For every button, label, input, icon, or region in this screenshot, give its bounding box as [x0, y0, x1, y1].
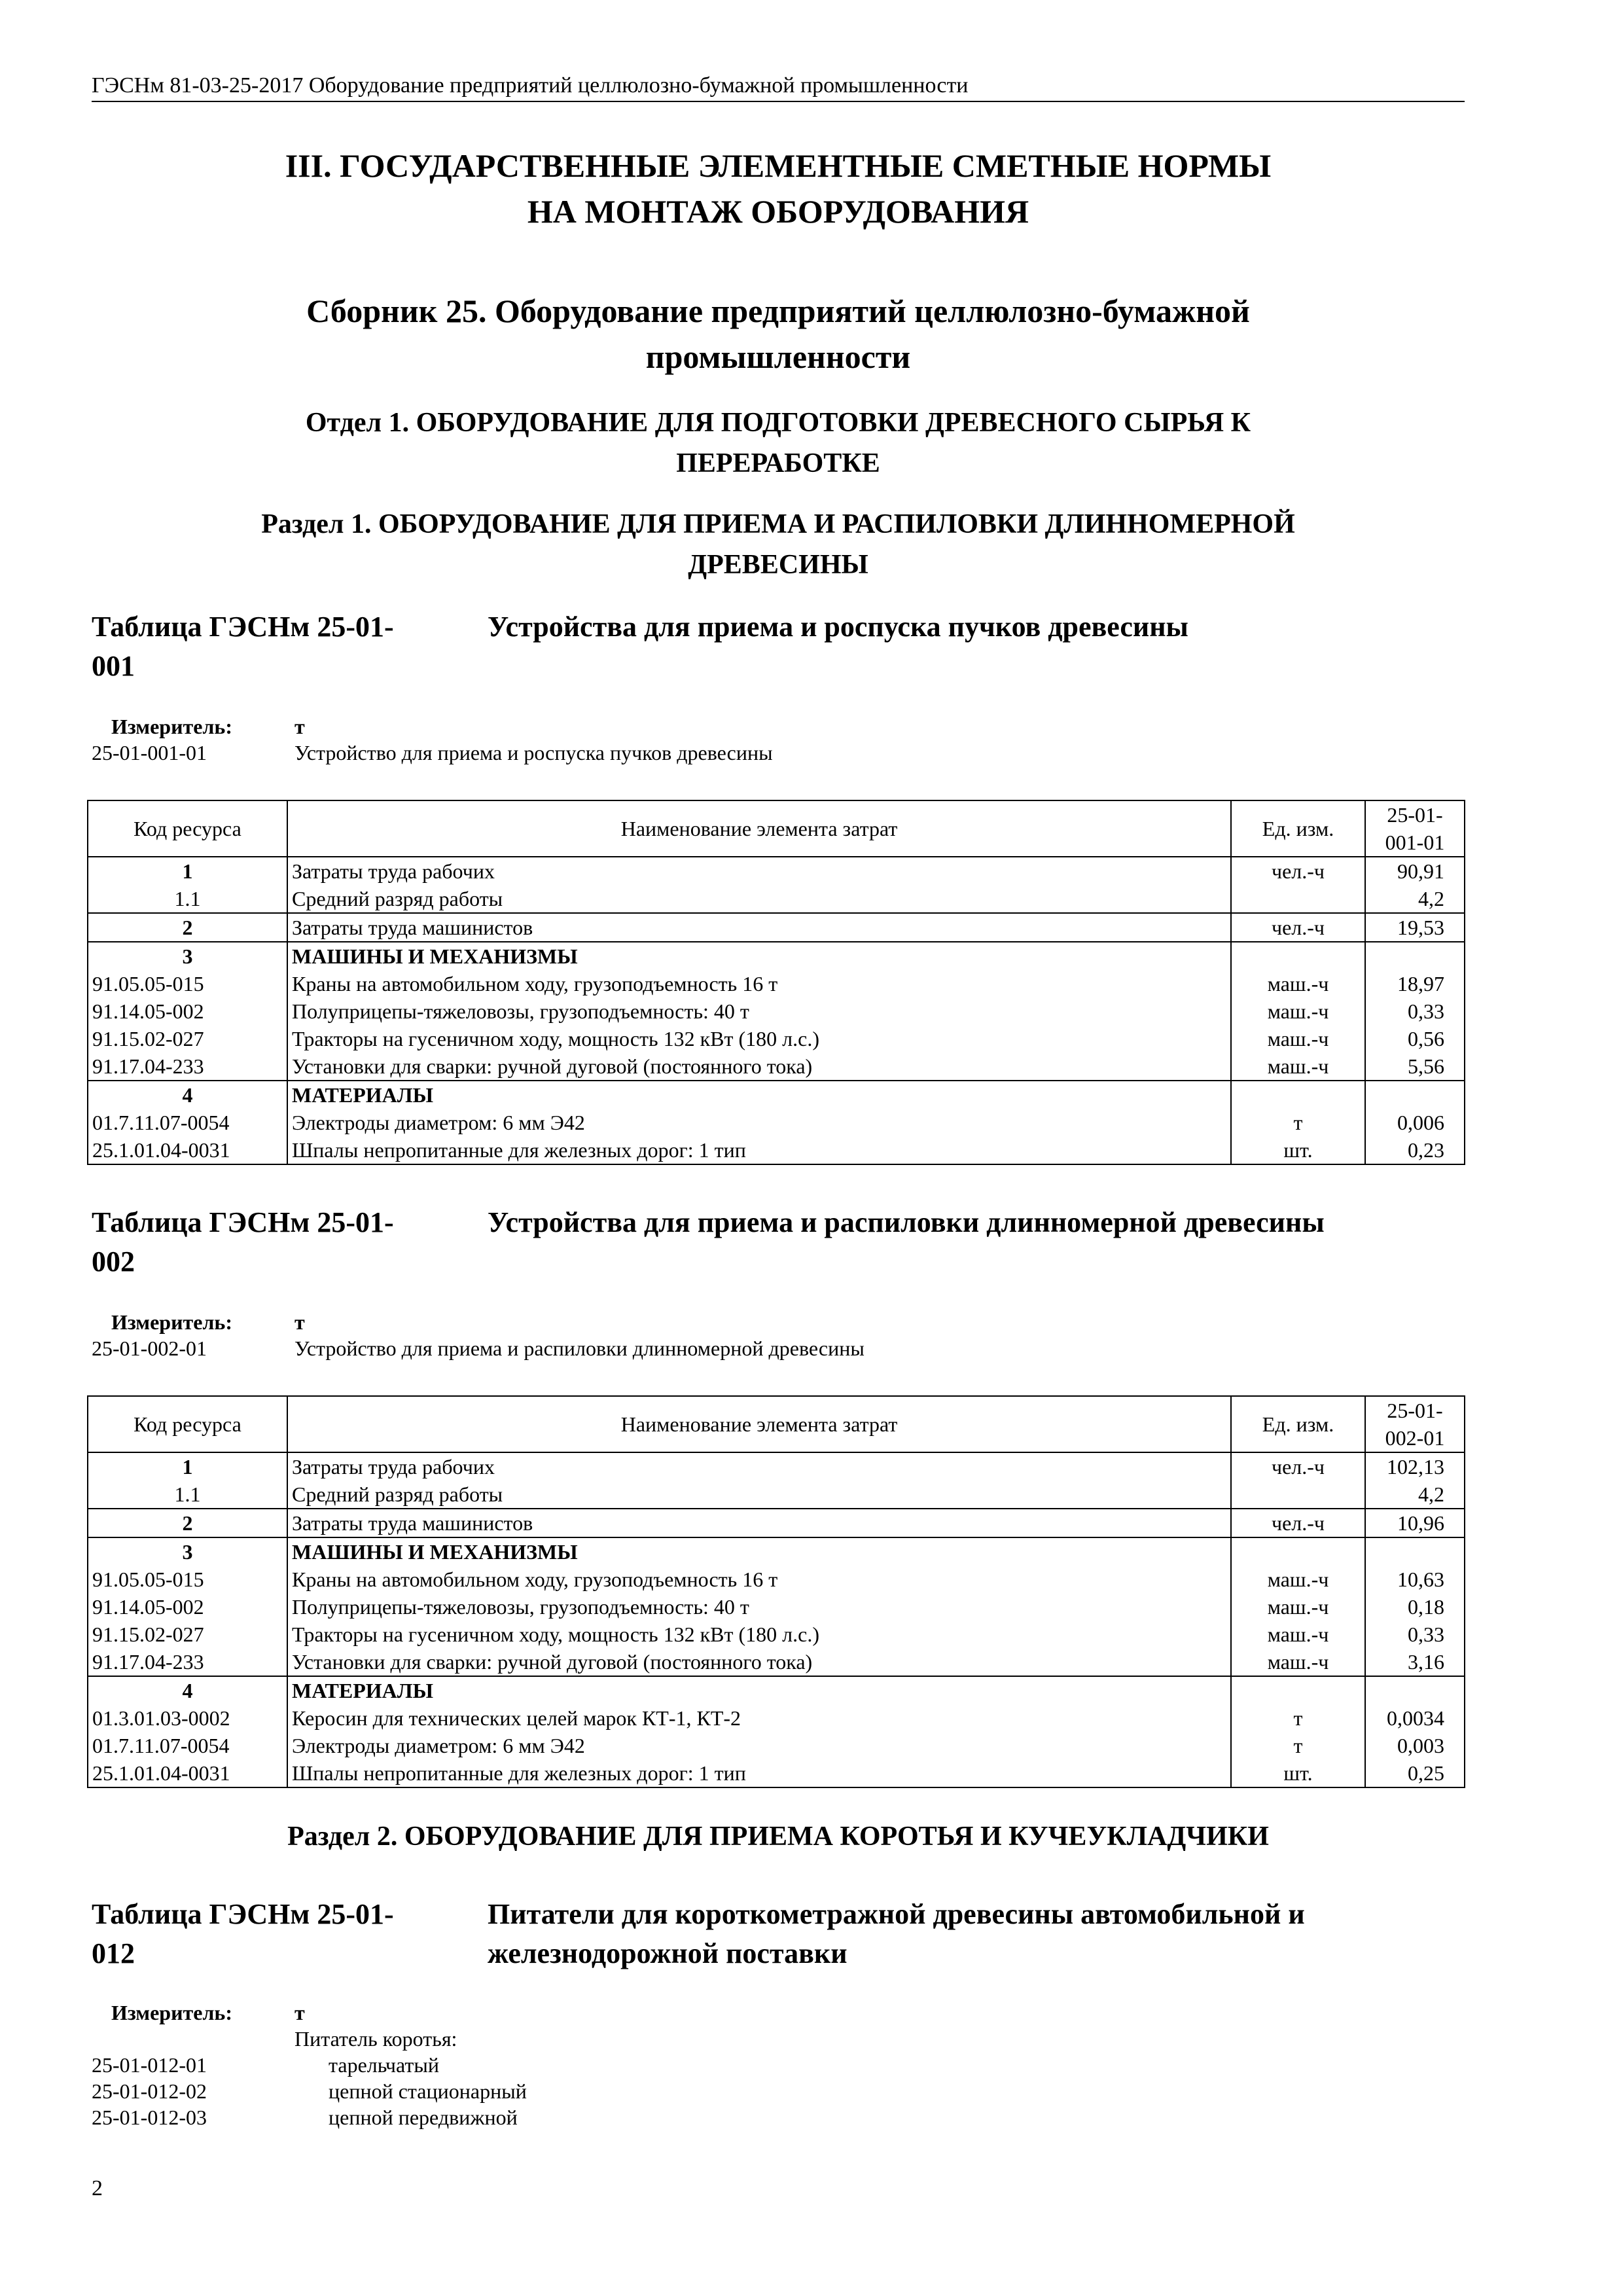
norm-desc: Устройство для приема и распиловки длинномерной древесины: [294, 1336, 865, 1360]
row-code: 3: [88, 942, 287, 970]
row-unit: маш.-ч: [1231, 1621, 1365, 1648]
row-code: 91.05.05-015: [88, 1566, 287, 1593]
row-value: 0,23: [1365, 1136, 1465, 1164]
row-value: 0,18: [1365, 1593, 1465, 1621]
row-code: 01.7.11.07-0054: [88, 1732, 287, 1759]
table-row: [88, 913, 1465, 942]
row-code: 91.17.04-233: [88, 1052, 287, 1081]
table-002-code: [92, 1203, 445, 1282]
table-002-name: Устройства для приема и распиловки длинномерной древесины: [488, 1206, 1325, 1238]
row-code: 1: [88, 857, 287, 885]
row-value: 3,16: [1365, 1648, 1465, 1676]
row-name: Шпалы непропитанные для железных дорог: 1 тип: [287, 1759, 1231, 1787]
row-unit: маш.-ч: [1231, 970, 1365, 997]
row-code: 91.14.05-002: [88, 997, 287, 1025]
table-row: [88, 1452, 1465, 1480]
table-012-code-line1: Таблица ГЭСНм 25-01-: [92, 1898, 394, 1930]
row-unit: [1231, 885, 1365, 913]
row-name: Тракторы на гусеничном ходу, мощность 132 кВт (180 л.с.): [287, 1621, 1231, 1648]
row-code: 25.1.01.04-0031: [88, 1136, 287, 1164]
header-unit: Ед. изм.: [1231, 1396, 1365, 1452]
row-unit: [1231, 1480, 1365, 1509]
row-unit: т: [1231, 1732, 1365, 1759]
norm-desc: Устройство для приема и роспуска пучков древесины: [294, 741, 773, 764]
row-value: 18,97: [1365, 970, 1465, 997]
item-code: 25-01-012-01: [92, 2053, 207, 2077]
group-line: [92, 2026, 1465, 2052]
row-value: 0,0034: [1365, 1704, 1465, 1732]
table-row: [88, 1480, 1465, 1509]
table-row: [88, 1704, 1465, 1732]
row-value: 0,25: [1365, 1759, 1465, 1787]
measure-value: т: [294, 1310, 305, 1334]
row-unit: чел.-ч: [1231, 913, 1365, 942]
table-001-code-line2: 001: [92, 650, 135, 682]
header-norm-l1: 25-01-: [1387, 1399, 1443, 1422]
norm-code: 25-01-002-01: [92, 1336, 207, 1360]
table-row: [88, 1566, 1465, 1593]
item-code: 25-01-012-03: [92, 2106, 207, 2129]
group-label: Питатель коротья:: [294, 2027, 457, 2051]
row-name: Полуприцепы-тяжеловозы, грузоподъемность: 40 т: [287, 997, 1231, 1025]
table-001-name: Устройства для приема и роспуска пучков древесины: [488, 611, 1188, 643]
row-unit: т: [1231, 1704, 1365, 1732]
row-name: Краны на автомобильном ходу, грузоподъемность 16 т: [287, 970, 1231, 997]
table-001-code-line1: Таблица ГЭСНм 25-01-: [92, 611, 394, 643]
row-unit: маш.-ч: [1231, 1025, 1365, 1052]
table-012-name-line2: железнодорожной поставки: [488, 1937, 847, 1969]
row-code: 4: [88, 1676, 287, 1704]
header-code: Код ресурса: [88, 800, 287, 857]
header-norm: [1365, 1396, 1465, 1452]
norm-line: [92, 740, 1465, 766]
table-row: [88, 970, 1465, 997]
row-value: 10,63: [1365, 1566, 1465, 1593]
row-value: [1365, 1676, 1465, 1704]
table-012-code-line2: 012: [92, 1937, 135, 1969]
table-row: [88, 1537, 1465, 1566]
row-code: 1.1: [88, 1480, 287, 1509]
row-name: Установки для сварки: ручной дуговой (постоянного тока): [287, 1052, 1231, 1081]
table-header-row: [88, 800, 1465, 857]
measure-value: т: [294, 715, 305, 738]
row-unit: [1231, 1081, 1365, 1109]
table-row: [88, 1732, 1465, 1759]
section2-title: Раздел 2. ОБОРУДОВАНИЕ ДЛЯ ПРИЕМА КОРОТЬЯ И КУЧЕУКЛАДЧИКИ: [287, 1821, 1269, 1852]
row-unit: маш.-ч: [1231, 1052, 1365, 1081]
row-name: Установки для сварки: ручной дуговой (постоянного тока): [287, 1648, 1231, 1676]
norm-line: [92, 1335, 1465, 1361]
row-value: [1365, 1081, 1465, 1109]
row-unit: чел.-ч: [1231, 1452, 1365, 1480]
header-norm: [1365, 800, 1465, 857]
section1-title: Раздел 1. ОБОРУДОВАНИЕ ДЛЯ ПРИЕМА И РАСПИЛОВКИ ДЛИННОМЕРНОЙ ДРЕВЕСИНЫ: [261, 509, 1295, 580]
table-row: [88, 997, 1465, 1025]
measure-label: Измеритель:: [111, 1310, 232, 1334]
row-code: 91.17.04-233: [88, 1648, 287, 1676]
row-value: 4,2: [1365, 1480, 1465, 1509]
row-code: 4: [88, 1081, 287, 1109]
row-unit: т: [1231, 1109, 1365, 1136]
item-desc: цепной передвижной: [329, 2106, 518, 2129]
table-row: [88, 1136, 1465, 1164]
table-row: [88, 857, 1465, 885]
row-unit: маш.-ч: [1231, 1593, 1365, 1621]
part-title: III. ГОСУДАРСТВЕННЫЕ ЭЛЕМЕНТНЫЕ СМЕТНЫЕ НОРМЫ НА МОНТАЖ ОБОРУДОВАНИЯ: [285, 147, 1272, 230]
measure-value: т: [294, 2001, 305, 2024]
row-unit: [1231, 1537, 1365, 1566]
row-name: МАШИНЫ И МЕХАНИЗМЫ: [287, 1537, 1231, 1566]
table-012-code: [92, 1895, 445, 1973]
row-value: 4,2: [1365, 885, 1465, 913]
row-value: 10,96: [1365, 1509, 1465, 1537]
list-item: [92, 2104, 1465, 2130]
row-value: [1365, 942, 1465, 970]
table-002-code-line1: Таблица ГЭСНм 25-01-: [92, 1206, 394, 1238]
row-name: Тракторы на гусеничном ходу, мощность 132 кВт (180 л.с.): [287, 1025, 1231, 1052]
table-row: [88, 1025, 1465, 1052]
row-value: 0,56: [1365, 1025, 1465, 1052]
table-row: [88, 1676, 1465, 1704]
row-code: 1.1: [88, 885, 287, 913]
row-name: Электроды диаметром: 6 мм Э42: [287, 1109, 1231, 1136]
measure-label: Измеритель:: [111, 715, 232, 738]
header-norm-l1: 25-01-: [1387, 803, 1443, 827]
row-code: 25.1.01.04-0031: [88, 1759, 287, 1787]
header-code: Код ресурса: [88, 1396, 287, 1452]
item-code: 25-01-012-02: [92, 2079, 207, 2103]
table-row: [88, 1052, 1465, 1081]
row-name: Затраты труда рабочих: [287, 1452, 1231, 1480]
item-desc: тарельчатый: [329, 2053, 439, 2077]
row-value: 0,33: [1365, 1621, 1465, 1648]
row-value: 19,53: [1365, 913, 1465, 942]
row-value: 102,13: [1365, 1452, 1465, 1480]
row-unit: чел.-ч: [1231, 857, 1365, 885]
table-012-name-line1: Питатели для короткометражной древесины автомобильной и: [488, 1898, 1305, 1930]
table-row: [88, 1621, 1465, 1648]
table-row: [88, 1593, 1465, 1621]
row-unit: маш.-ч: [1231, 1566, 1365, 1593]
row-code: 2: [88, 913, 287, 942]
row-code: 1: [88, 1452, 287, 1480]
table-row: [88, 1648, 1465, 1676]
row-value: 0,003: [1365, 1732, 1465, 1759]
row-value: 0,006: [1365, 1109, 1465, 1136]
table-row: [88, 1109, 1465, 1136]
row-name: Затраты труда машинистов: [287, 1509, 1231, 1537]
row-value: 0,33: [1365, 997, 1465, 1025]
collection-title: Сборник 25. Оборудование предприятий целлюлозно-бумажной промышленности: [306, 293, 1250, 375]
table-001-grid: [87, 800, 1465, 1165]
row-name: Средний разряд работы: [287, 1480, 1231, 1509]
norm-code: 25-01-001-01: [92, 741, 207, 764]
table-row: [88, 1509, 1465, 1537]
row-name: Электроды диаметром: 6 мм Э42: [287, 1732, 1231, 1759]
department-title: Отдел 1. ОБОРУДОВАНИЕ ДЛЯ ПОДГОТОВКИ ДРЕВЕСНОГО СЫРЬЯ К ПЕРЕРАБОТКЕ: [305, 408, 1251, 478]
row-code: 01.3.01.03-0002: [88, 1704, 287, 1732]
table-001-code: [92, 607, 445, 686]
table-row: [88, 885, 1465, 913]
row-value: 5,56: [1365, 1052, 1465, 1081]
item-desc: цепной стационарный: [329, 2079, 527, 2103]
row-unit: маш.-ч: [1231, 997, 1365, 1025]
header-norm-l2: 001-01: [1385, 831, 1445, 854]
measure-label: Измеритель:: [111, 2001, 232, 2024]
row-name: Шпалы непропитанные для железных дорог: 1 тип: [287, 1136, 1231, 1164]
row-name: МАТЕРИАЛЫ: [287, 1081, 1231, 1109]
row-name: Полуприцепы-тяжеловозы, грузоподъемность: 40 т: [287, 1593, 1231, 1621]
row-unit: [1231, 1676, 1365, 1704]
page-number: 2: [92, 2176, 103, 2200]
row-name: МАТЕРИАЛЫ: [287, 1676, 1231, 1704]
row-code: 3: [88, 1537, 287, 1566]
row-unit: шт.: [1231, 1759, 1365, 1787]
row-code: 91.05.05-015: [88, 970, 287, 997]
table-row: [88, 942, 1465, 970]
row-value: 90,91: [1365, 857, 1465, 885]
header-name: Наименование элемента затрат: [287, 800, 1231, 857]
row-name: Керосин для технических целей марок КТ-1, КТ-2: [287, 1704, 1231, 1732]
row-unit: маш.-ч: [1231, 1648, 1365, 1676]
running-header: ГЭСНм 81-03-25-2017 Оборудование предприятий целлюлозно-бумажной промышленности: [92, 73, 1465, 102]
table-row: [88, 1081, 1465, 1109]
row-unit: шт.: [1231, 1136, 1365, 1164]
row-code: 91.15.02-027: [88, 1621, 287, 1648]
row-name: Средний разряд работы: [287, 885, 1231, 913]
table-012-name: [488, 1895, 1469, 1973]
row-code: 91.15.02-027: [88, 1025, 287, 1052]
table-002-grid: [87, 1395, 1465, 1788]
row-code: 91.14.05-002: [88, 1593, 287, 1621]
list-item: [92, 2052, 1465, 2078]
row-value: [1365, 1537, 1465, 1566]
row-name: МАШИНЫ И МЕХАНИЗМЫ: [287, 942, 1231, 970]
table-header-row: [88, 1396, 1465, 1452]
header-unit: Ед. изм.: [1231, 800, 1365, 857]
table-row: [88, 1759, 1465, 1787]
row-code: 01.7.11.07-0054: [88, 1109, 287, 1136]
header-norm-l2: 002-01: [1385, 1426, 1445, 1450]
header-name: Наименование элемента затрат: [287, 1396, 1231, 1452]
row-code: 2: [88, 1509, 287, 1537]
table-002-code-line2: 002: [92, 1246, 135, 1278]
list-item: [92, 2078, 1465, 2104]
row-name: Затраты труда машинистов: [287, 913, 1231, 942]
row-name: Краны на автомобильном ходу, грузоподъемность 16 т: [287, 1566, 1231, 1593]
row-name: Затраты труда рабочих: [287, 857, 1231, 885]
row-unit: чел.-ч: [1231, 1509, 1365, 1537]
row-unit: [1231, 942, 1365, 970]
